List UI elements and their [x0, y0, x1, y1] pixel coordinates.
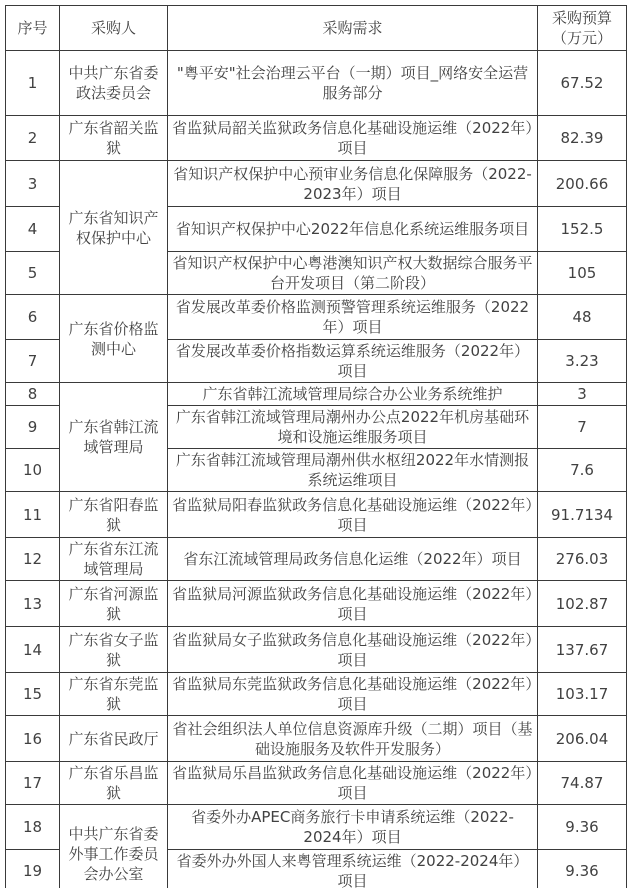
demand-cell: 省监狱局阳春监狱政务信息化基础设施运维（2022年）项目 — [168, 492, 538, 538]
row-number-cell: 18 — [6, 805, 60, 850]
table-row — [6, 805, 627, 850]
table-row — [6, 116, 627, 161]
purchaser-cell: 广东省知识产权保护中心 — [60, 161, 168, 295]
row-number-cell: 12 — [6, 538, 60, 581]
header-cell-no: 序号 — [6, 6, 60, 51]
demand-cell: 省知识产权保护中心2022年信息化系统运维服务项目 — [168, 207, 538, 252]
row-number-cell: 10 — [6, 449, 60, 492]
budget-cell: 7 — [538, 406, 627, 449]
row-number-cell: 9 — [6, 406, 60, 449]
demand-cell: 省监狱局女子监狱政务信息化基础设施运维（2022年）项目 — [168, 627, 538, 673]
budget-cell: 9.36 — [538, 850, 627, 888]
table-row — [6, 161, 627, 207]
purchaser-cell: 广东省韶关监狱 — [60, 116, 168, 161]
purchaser-cell: 广东省韩江流域管理局 — [60, 383, 168, 492]
budget-cell: 102.87 — [538, 581, 627, 627]
procurement-table — [5, 5, 627, 888]
row-number-cell: 11 — [6, 492, 60, 538]
purchaser-cell: 广东省价格监测中心 — [60, 295, 168, 383]
budget-cell: 91.7134 — [538, 492, 627, 538]
demand-cell: 广东省韩江流域管理局潮州供水枢纽2022年水情测报系统运维项目 — [168, 449, 538, 492]
table-row — [6, 492, 627, 538]
table-row — [6, 716, 627, 762]
table-row — [6, 627, 627, 673]
budget-cell: 152.5 — [538, 207, 627, 252]
table-body — [6, 51, 627, 888]
row-number-cell: 19 — [6, 850, 60, 888]
demand-cell: 省发展改革委价格监测预警管理系统运维服务（2022年）项目 — [168, 295, 538, 340]
row-number-cell: 5 — [6, 252, 60, 295]
budget-cell: 82.39 — [538, 116, 627, 161]
row-number-cell: 3 — [6, 161, 60, 207]
table-row — [6, 538, 627, 581]
demand-cell: 省知识产权保护中心粤港澳知识产权大数据综合服务平台开发项目（第二阶段） — [168, 252, 538, 295]
row-number-cell: 4 — [6, 207, 60, 252]
row-number-cell: 16 — [6, 716, 60, 762]
budget-cell: 67.52 — [538, 51, 627, 116]
header-cell-budget: 采购预算（万元） — [538, 6, 627, 51]
table-row — [6, 673, 627, 716]
budget-cell: 3.23 — [538, 340, 627, 383]
header-cell-purchaser: 采购人 — [60, 6, 168, 51]
demand-cell: 省社会组织法人单位信息资源库升级（二期）项目（基础设施服务及软件开发服务） — [168, 716, 538, 762]
budget-cell: 48 — [538, 295, 627, 340]
demand-cell: 省监狱局河源监狱政务信息化基础设施运维（2022年）项目 — [168, 581, 538, 627]
row-number-cell: 7 — [6, 340, 60, 383]
purchaser-cell: 广东省东莞监狱 — [60, 673, 168, 716]
row-number-cell: 6 — [6, 295, 60, 340]
budget-cell: 7.6 — [538, 449, 627, 492]
purchaser-cell: 广东省乐昌监狱 — [60, 762, 168, 805]
budget-cell: 3 — [538, 383, 627, 406]
header-row — [6, 6, 627, 51]
purchaser-cell: 广东省阳春监狱 — [60, 492, 168, 538]
purchaser-cell: 广东省东江流域管理局 — [60, 538, 168, 581]
table-row — [6, 51, 627, 116]
budget-cell: 103.17 — [538, 673, 627, 716]
header-cell-demand: 采购需求 — [168, 6, 538, 51]
table-row — [6, 762, 627, 805]
budget-cell: 137.67 — [538, 627, 627, 673]
demand-cell: "粤平安"社会治理云平台（一期）项目_网络安全运营服务部分 — [168, 51, 538, 116]
table-row — [6, 295, 627, 340]
row-number-cell: 17 — [6, 762, 60, 805]
budget-cell: 74.87 — [538, 762, 627, 805]
demand-cell: 省监狱局东莞监狱政务信息化基础设施运维（2022年）项目 — [168, 673, 538, 716]
demand-cell: 省发展改革委价格指数运算系统运维服务（2022年）项目 — [168, 340, 538, 383]
table-row — [6, 581, 627, 627]
demand-cell: 省监狱局乐昌监狱政务信息化基础设施运维（2022年）项目 — [168, 762, 538, 805]
demand-cell: 广东省韩江流域管理局综合办公业务系统维护 — [168, 383, 538, 406]
row-number-cell: 14 — [6, 627, 60, 673]
budget-cell: 9.36 — [538, 805, 627, 850]
purchaser-cell: 广东省民政厅 — [60, 716, 168, 762]
row-number-cell: 15 — [6, 673, 60, 716]
demand-cell: 省知识产权保护中心预审业务信息化保障服务（2022-2023年）项目 — [168, 161, 538, 207]
demand-cell: 省监狱局韶关监狱政务信息化基础设施运维（2022年）项目 — [168, 116, 538, 161]
budget-cell: 276.03 — [538, 538, 627, 581]
purchaser-cell: 广东省河源监狱 — [60, 581, 168, 627]
row-number-cell: 13 — [6, 581, 60, 627]
budget-cell: 206.04 — [538, 716, 627, 762]
purchaser-cell: 中共广东省委政法委员会 — [60, 51, 168, 116]
budget-cell: 200.66 — [538, 161, 627, 207]
demand-cell: 省委外办APEC商务旅行卡申请系统运维（2022-2024年）项目 — [168, 805, 538, 850]
row-number-cell: 8 — [6, 383, 60, 406]
row-number-cell: 1 — [6, 51, 60, 116]
budget-cell: 105 — [538, 252, 627, 295]
demand-cell: 省委外办外国人来粤管理系统运维（2022-2024年）项目 — [168, 850, 538, 888]
demand-cell: 广东省韩江流域管理局潮州办公点2022年机房基础环境和设施运维服务项目 — [168, 406, 538, 449]
demand-cell: 省东江流域管理局政务信息化运维（2022年）项目 — [168, 538, 538, 581]
table-row — [6, 383, 627, 406]
purchaser-cell: 广东省女子监狱 — [60, 627, 168, 673]
row-number-cell: 2 — [6, 116, 60, 161]
purchaser-cell: 中共广东省委外事工作委员会办公室 — [60, 805, 168, 888]
